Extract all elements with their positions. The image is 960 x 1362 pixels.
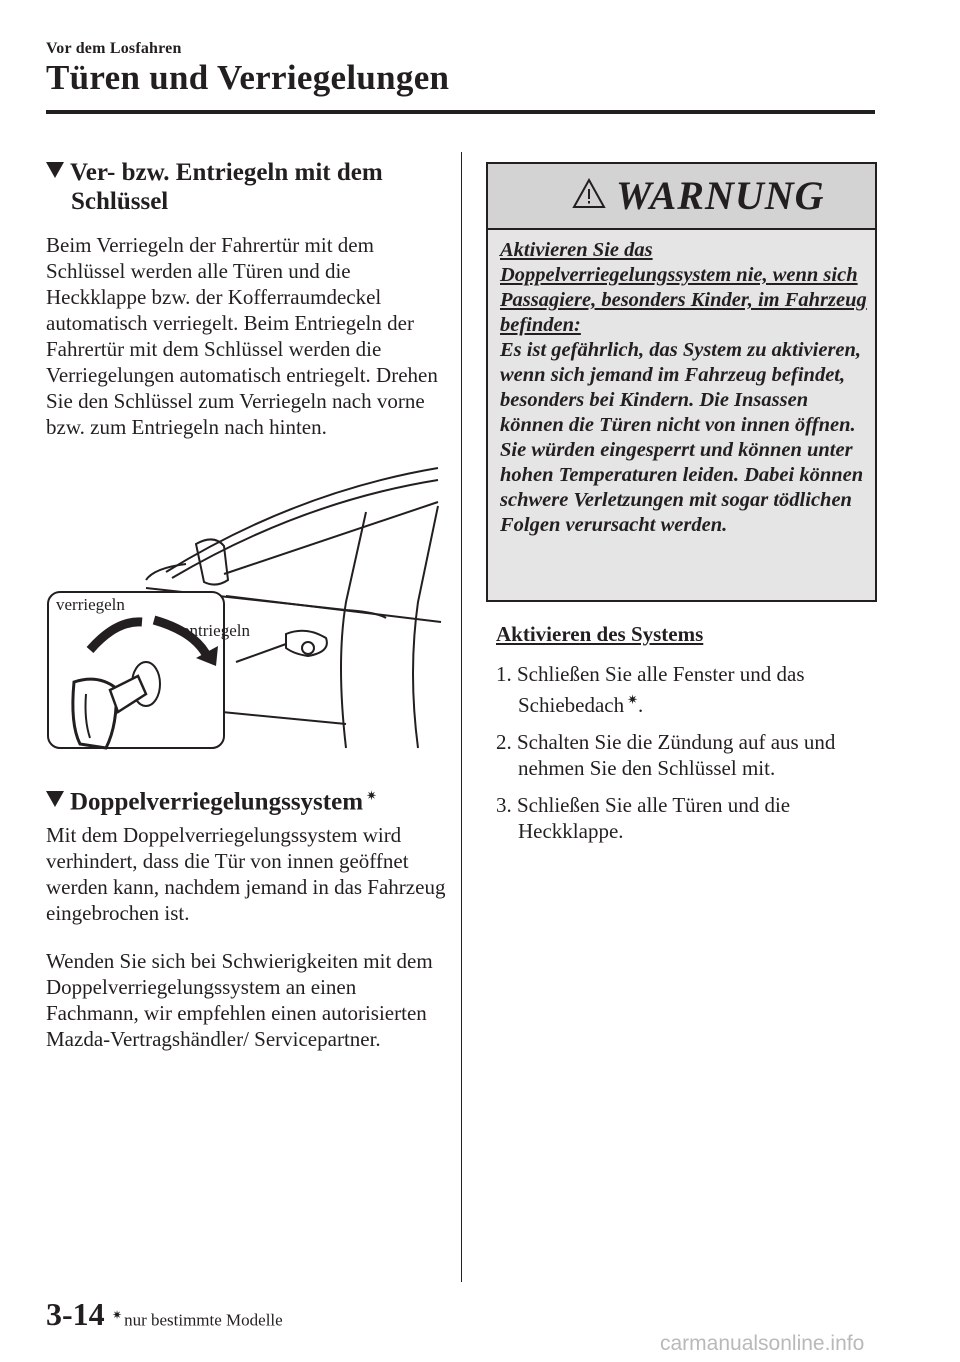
warning-triangle-icon xyxy=(572,177,606,211)
heading-line-1: Ver- bzw. Entriegeln mit dem xyxy=(70,159,383,186)
warning-title: WARNUNG xyxy=(616,173,825,218)
footnote-star-icon: ✷ xyxy=(627,692,639,707)
footnote-text: nur bestimmte Modelle xyxy=(124,1310,283,1330)
door-lock-figure xyxy=(46,462,446,752)
watermark: carmanualsonline.info xyxy=(660,1332,865,1355)
footnote-star-icon: ✷ xyxy=(366,788,377,803)
warning-box xyxy=(486,162,877,602)
footnote-star-icon: ✷ xyxy=(112,1308,123,1322)
heading-double-lock-text: Doppelverriegelungssystem xyxy=(70,788,364,816)
steps-list xyxy=(496,661,876,855)
paragraph-contact-dealer: Wenden Sie sich bei Schwierigkeiten mit dem Doppelverriegelungssystem an einen Fachmann, wir empfehlen einen autorisierten Mazda-Vertragshändler/ Servicepartner. xyxy=(46,949,433,1051)
warning-lead: Aktivieren Sie das Doppelverriegelungssystem nie, wenn sich Passagiere, besonders Kinder, im Fahrzeug befinden: xyxy=(500,239,867,336)
section-label: Vor dem Losfahren xyxy=(46,40,182,57)
paragraph-double-lock: Mit dem Doppelverriegelungssystem wird verhindert, dass die Tür von innen geöffnet werden kann, nachdem jemand in das Fahrzeug eingebrochen ist. xyxy=(46,823,446,925)
list-item: 2. Schalten Sie die Zündung auf aus und nehmen Sie den Schlüssel mit. xyxy=(496,730,836,780)
list-item: 1. Schließen Sie alle Fenster und das Schiebedach ✷. xyxy=(496,662,805,717)
label-lock: verriegeln xyxy=(56,595,125,614)
triangle-bullet-icon xyxy=(46,791,64,807)
page-number: 3-14 xyxy=(46,1296,105,1332)
column-divider xyxy=(461,152,462,1282)
warning-header xyxy=(488,164,875,230)
warning-text xyxy=(500,238,868,538)
page-title: Türen und Verriegelungen xyxy=(46,58,450,97)
label-unlock: entriegeln xyxy=(182,621,250,640)
footnote xyxy=(112,1308,283,1331)
list-item: 3. Schließen Sie alle Türen und die Heckklappe. xyxy=(496,793,791,843)
header-rule xyxy=(46,110,875,114)
heading-double-lock xyxy=(46,781,446,816)
heading-lock-with-key xyxy=(46,158,446,216)
warning-body: Es ist gefährlich, das System zu aktivieren, wenn sich jemand im Fahrzeug befindet, besonders bei Kindern. Die Insassen können die Türen nicht von innen öffnen. Sie würden eingesperrt und können unter hohen Temperaturen leiden. Dabei können schwere Verletzungen mit sogar tödlichen Folgen verursacht werden. xyxy=(500,339,864,536)
triangle-bullet-icon xyxy=(46,162,64,178)
subheading-activate-system: Aktivieren des Systems xyxy=(496,622,704,646)
paragraph-lock-description: Beim Verriegeln der Fahrertür mit dem Schlüssel werden alle Türen und die Heckklappe bzw. der Kofferraumdeckel automatisch verriegelt. Beim Entriegeln der Fahrertür mit dem Schlüssel werden die Verriegelungen automatisch entriegelt. Drehen Sie den Schlüssel zum Verriegeln nach vorne bzw. zum Entriegeln nach hinten. xyxy=(46,233,438,439)
heading-line-2: Schlüssel xyxy=(71,188,169,215)
